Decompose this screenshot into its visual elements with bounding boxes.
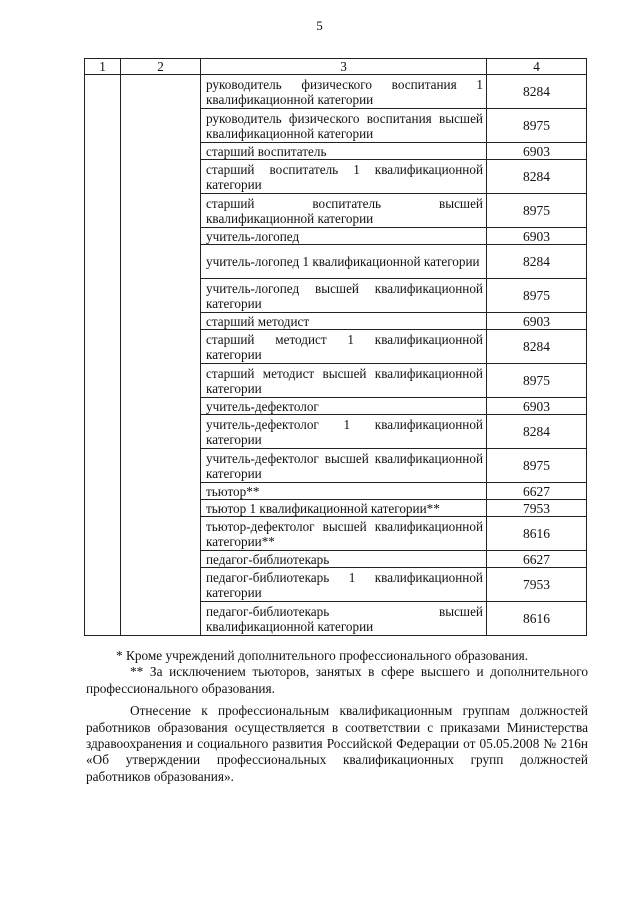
position-name-cell: учитель-логопед высшей квалификационной категории [201, 279, 487, 313]
position-name-cell: учитель-дефектолог [201, 398, 487, 415]
table-row [85, 75, 587, 109]
salary-value-cell: 6903 [487, 143, 587, 160]
salary-value-cell: 7953 [487, 568, 587, 602]
column-header-4: 4 [487, 59, 587, 75]
position-name-cell: тьютор-дефектолог высшей квалификационной категории** [201, 517, 487, 551]
position-name-cell: старший методист высшей квалификационной категории [201, 364, 487, 398]
salary-value-cell: 8975 [487, 279, 587, 313]
table-header-row [85, 59, 587, 75]
salary-value-cell: 8284 [487, 415, 587, 449]
salary-value-cell: 8284 [487, 330, 587, 364]
page-number: 5 [316, 18, 323, 33]
salary-value-cell: 8284 [487, 75, 587, 109]
salary-value-cell: 8616 [487, 602, 587, 636]
footnote-2: ** За исключением тьюторов, занятых в сфере высшего и дополнительного профессионального образования. [86, 664, 588, 696]
salary-value-cell: 6627 [487, 483, 587, 500]
column-1-cell [85, 75, 121, 636]
position-name-cell: педагог-библиотекарь 1 квалификационной категории [201, 568, 487, 602]
position-name-cell: старший методист [201, 313, 487, 330]
position-name-cell: старший методист 1 квалификационной категории [201, 330, 487, 364]
position-name-cell: тьютор** [201, 483, 487, 500]
position-name-cell: старший воспитатель высшей квалификационной категории [201, 194, 487, 228]
salary-value-cell: 8616 [487, 517, 587, 551]
position-name-cell: руководитель физического воспитания 1 квалификационной категории [201, 75, 487, 109]
table-body [85, 75, 587, 636]
salary-value-cell: 7953 [487, 500, 587, 517]
position-name-cell: учитель-дефектолог высшей квалификационной категории [201, 449, 487, 483]
salary-value-cell: 8975 [487, 194, 587, 228]
position-name-cell: тьютор 1 квалификационной категории** [201, 500, 487, 517]
salary-value-cell: 6903 [487, 313, 587, 330]
footnote-1: * Кроме учреждений дополнительного профессионального образования. [116, 648, 529, 663]
salary-value-cell: 6903 [487, 398, 587, 415]
salary-value-cell: 6627 [487, 551, 587, 568]
position-name-cell: педагог-библиотекарь высшей квалификационной категории [201, 602, 487, 636]
position-name-cell: учитель-дефектолог 1 квалификационной категории [201, 415, 487, 449]
column-header-3: 3 [201, 59, 487, 75]
position-name-cell: педагог-библиотекарь [201, 551, 487, 568]
salary-table [84, 58, 587, 636]
position-name-cell: старший воспитатель 1 квалификационной категории [201, 160, 487, 194]
column-header-2: 2 [121, 59, 201, 75]
salary-value-cell: 8975 [487, 364, 587, 398]
salary-value-cell: 8975 [487, 109, 587, 143]
body-paragraph: Отнесение к профессиональным квалификационным группам должностей работников образования осуществляется в соответствии с приказами Министерства здравоохранения и социального развития Российской Федерации от 05.05.2008 № 216н «Об утверждении профессиональных квалификационных групп должностей работников образования». [86, 703, 588, 784]
position-name-cell: учитель-логопед [201, 228, 487, 245]
salary-value-cell: 8975 [487, 449, 587, 483]
salary-value-cell: 8284 [487, 245, 587, 279]
salary-value-cell: 6903 [487, 228, 587, 245]
position-name-cell: старший воспитатель [201, 143, 487, 160]
salary-value-cell: 8284 [487, 160, 587, 194]
column-header-1: 1 [85, 59, 121, 75]
notes-section [86, 648, 588, 785]
position-name-cell: учитель-логопед 1 квалификационной категории [201, 245, 487, 279]
column-2-cell [121, 75, 201, 636]
position-name-cell: руководитель физического воспитания высшей квалификационной категории [201, 109, 487, 143]
